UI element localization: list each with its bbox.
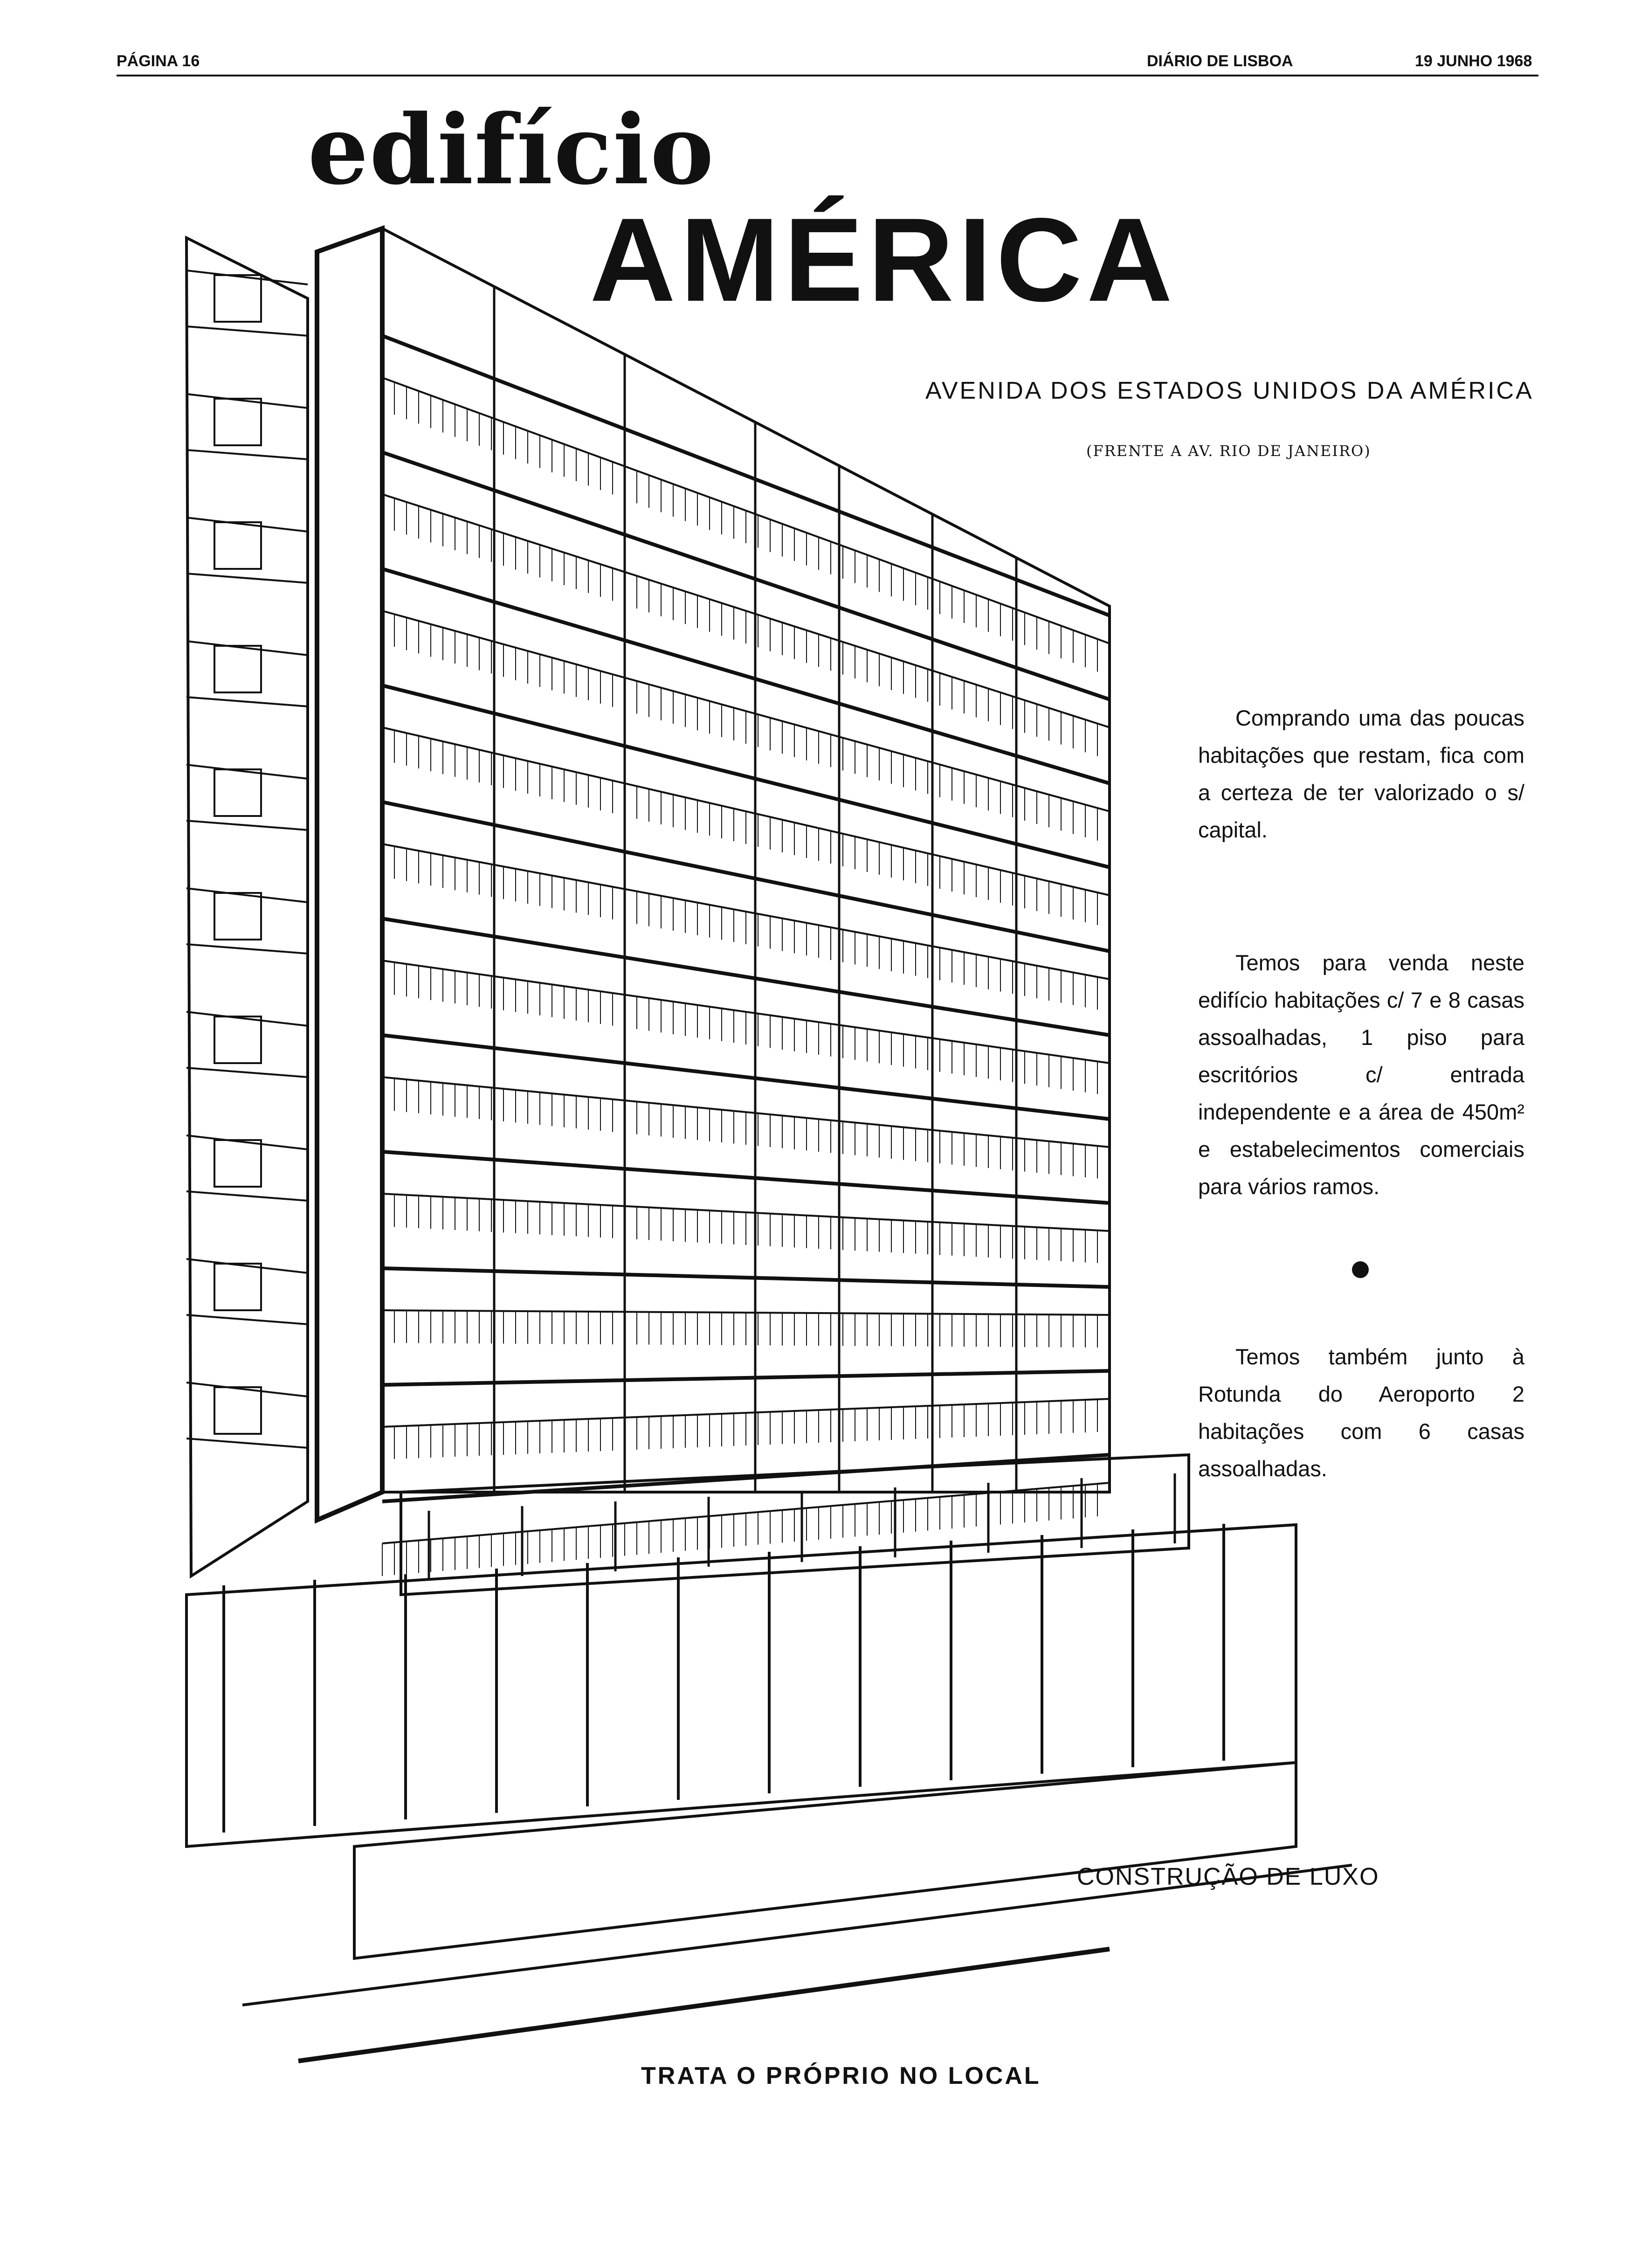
page-number: PÁGINA 16 [117,52,200,70]
issue-date: 19 JUNHO 1968 [1415,52,1532,70]
header-rule [117,75,1538,76]
newspaper-name: DIÁRIO DE LISBOA [1147,52,1293,70]
paragraph-3: Temos também junto à Rotunda do Aeroporto 2 habitações com 6 casas assoalhadas. [1198,1344,1524,1481]
paragraph-2: Temos para venda neste edifício habitações c/ 7 e 8 casas assoalhadas, 1 piso para escritórios c/ entrada independente e a área de 450m² e estabelecimentos comerciais para vários ramos. [1198,950,1524,1199]
address: AVENIDA DOS ESTADOS UNIDOS DA AMÉRICA [925,377,1534,404]
address-note: (FRENTE A AV. RIO DE JANEIRO) [1086,442,1371,460]
bullet-dot [1352,1261,1369,1278]
building-illustration [177,187,1361,2080]
paragraph-1: Comprando uma das poucas habitações que restam, fica com a certeza de ter valorizado o s/ capital. [1198,705,1524,842]
footer-text: TRATA O PRÓPRIO NO LOCAL [641,2062,1041,2089]
tagline: CONSTRUÇÃO DE LUXO [1077,1863,1379,1890]
ad-title-main: AMÉRICA [590,194,1177,326]
ad-title-top: edifício [308,94,715,206]
